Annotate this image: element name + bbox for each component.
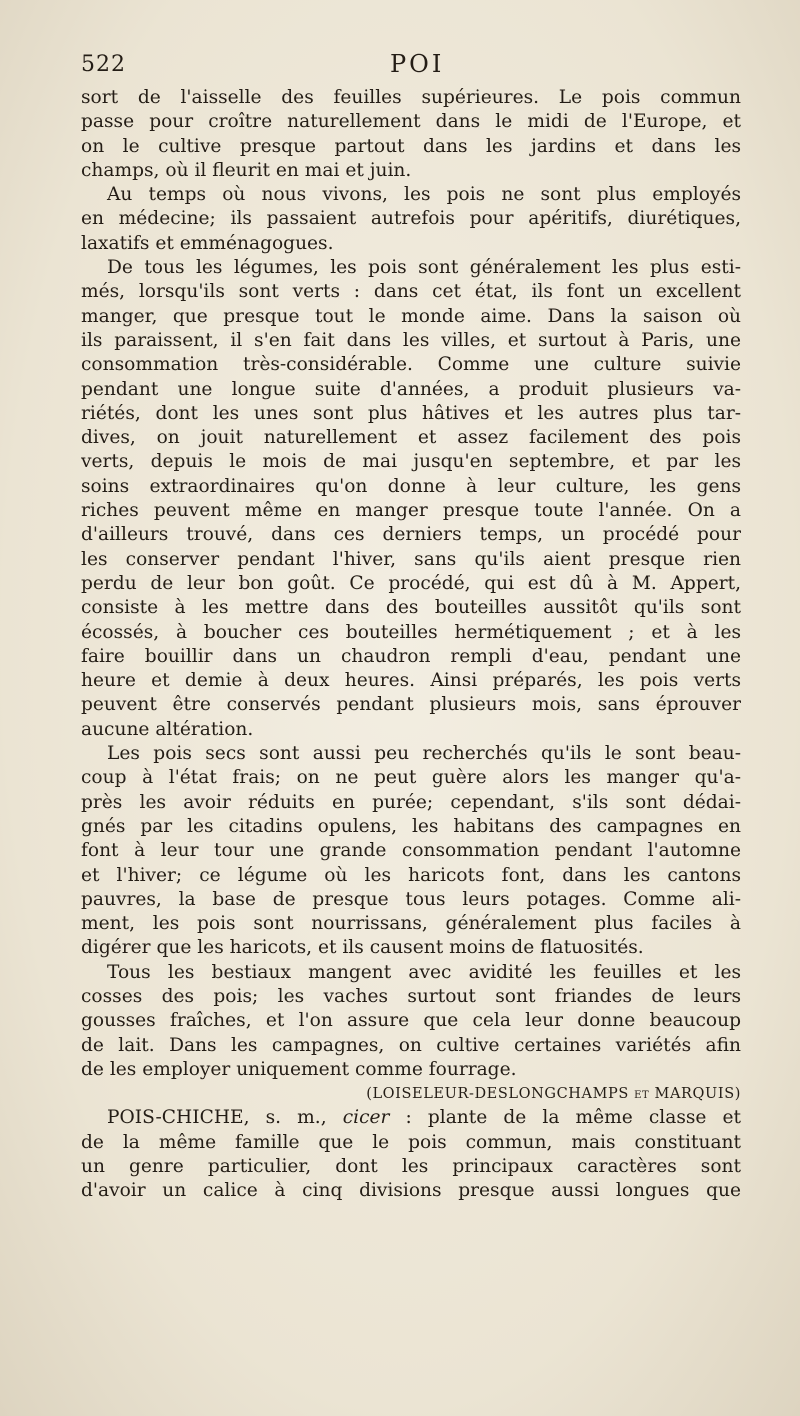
text-line: cosses des pois; les vaches surtout sont friandes de leurs — [81, 985, 741, 1007]
text-line: consommation très-considérable. Comme une culture suivie — [81, 354, 741, 376]
text-line: en médecine; ils passaient autrefois pour apéritifs, diurétiques, — [81, 208, 741, 230]
text-line: manger, que presque tout le monde aime. Dans la saison où — [81, 305, 741, 327]
text-line: soins extraordinaires qu'on donne à leur culture, les gens — [81, 475, 741, 497]
entry-headword: POIS-CHICHE — [107, 1107, 244, 1129]
text-line: riétés, dont les unes sont plus hâtives et les autres plus tar- — [81, 402, 741, 424]
text-line: verts, depuis le mois de mai jusqu'en septembre, et par les — [81, 451, 741, 473]
text-line: coup à l'état frais; on ne peut guère alors les manger qu'a- — [81, 767, 741, 789]
text-line: Les pois secs sont aussi peu recherchés qu'ils le sont beau- — [107, 743, 741, 765]
text-line: d'avoir un calice à cinq divisions presque aussi longues que — [81, 1180, 741, 1202]
text-line: font à leur tour une grande consommation pendant l'automne — [81, 840, 741, 862]
text-line: dives, on jouit naturellement et assez facilement des pois — [81, 427, 741, 449]
page-number: 522 — [81, 52, 126, 77]
entry-first-line — [81, 1106, 741, 1130]
author-signature: (LOISELEUR-DESLONGCHAMPS et MARQUIS) — [366, 1086, 741, 1103]
text-line: on le cultive presque partout dans les jardins et dans les — [81, 135, 741, 157]
text-line: peuvent être conservés pendant plusieurs mois, sans éprouver — [81, 694, 741, 716]
text-line: digérer que les haricots, et ils causent moins de flatuosités. — [81, 937, 644, 959]
text-line: aucune altération. — [81, 718, 254, 740]
text-line: més, lorsqu'ils sont verts : dans cet état, ils font un excellent — [81, 281, 741, 303]
entry-grammar: , s. m., — [243, 1107, 343, 1129]
text-line: passe pour croître naturellement dans le midi de l'Europe, et — [81, 111, 741, 133]
text-line: pendant une longue suite d'années, a produit plusieurs va- — [81, 378, 741, 400]
text-line: Tous les bestiaux mangent avec avidité les feuilles et les — [107, 961, 741, 983]
text-line: de la même famille que le pois commun, mais constituant — [81, 1131, 741, 1153]
text-line: de les employer uniquement comme fourrage. — [81, 1058, 517, 1080]
text-line: pauvres, la base de presque tous leurs potages. Comme ali- — [81, 888, 741, 910]
text-line: de lait. Dans les campagnes, on cultive certaines variétés afin — [81, 1034, 741, 1056]
entry-latin-name: cicer — [342, 1107, 390, 1129]
text-line: ils paraissent, il s'en fait dans les villes, et surtout à Paris, une — [81, 329, 741, 351]
text-line: et l'hiver; ce légume où les haricots font, dans les cantons — [81, 864, 741, 886]
text-line: De tous les légumes, les pois sont généralement les plus esti- — [107, 257, 741, 279]
text-line: d'ailleurs trouvé, dans ces derniers temps, un procédé pour — [81, 524, 741, 546]
text-line: heure et demie à deux heures. Ainsi préparés, les pois verts — [81, 670, 741, 692]
body-text — [81, 86, 741, 1204]
text-line: ment, les pois sont nourrissans, généralement plus faciles à — [81, 913, 741, 935]
text-line: perdu de leur bon goût. Ce procédé, qui est dû à M. Appert, — [81, 572, 741, 594]
entry-definition-start: : plante de la même classe et — [389, 1107, 741, 1129]
text-line: faire bouillir dans un chaudron rempli d'eau, pendant une — [81, 645, 741, 667]
text-line: écossés, à boucher ces bouteilles hermétiquement ; et à les — [81, 621, 741, 643]
text-line: riches peuvent même en manger presque toute l'année. On a — [81, 500, 741, 522]
text-line: consiste à les mettre dans des bouteilles aussitôt qu'ils sont — [81, 597, 741, 619]
text-line: un genre particulier, dont les principaux caractères sont — [81, 1156, 741, 1178]
text-line: champs, où il fleurit en mai et juin. — [81, 159, 412, 181]
text-line: laxatifs et emménagogues. — [81, 232, 334, 254]
running-head: POI — [390, 50, 445, 78]
text-line: sort de l'aisselle des feuilles supérieures. Le pois commun — [81, 87, 741, 108]
text-line: les conserver pendant l'hiver, sans qu'ils aient presque rien — [81, 548, 741, 570]
text-line: près les avoir réduits en purée; cependant, s'ils sont dédai- — [81, 791, 741, 813]
text-line: gnés par les citadins opulens, les habitans des campagnes en — [81, 815, 741, 837]
text-line: Au temps où nous vivons, les pois ne sont plus employés — [107, 184, 741, 206]
text-line: gousses fraîches, et l'on assure que cela leur donne beaucoup — [81, 1010, 741, 1032]
page-header — [81, 50, 741, 82]
